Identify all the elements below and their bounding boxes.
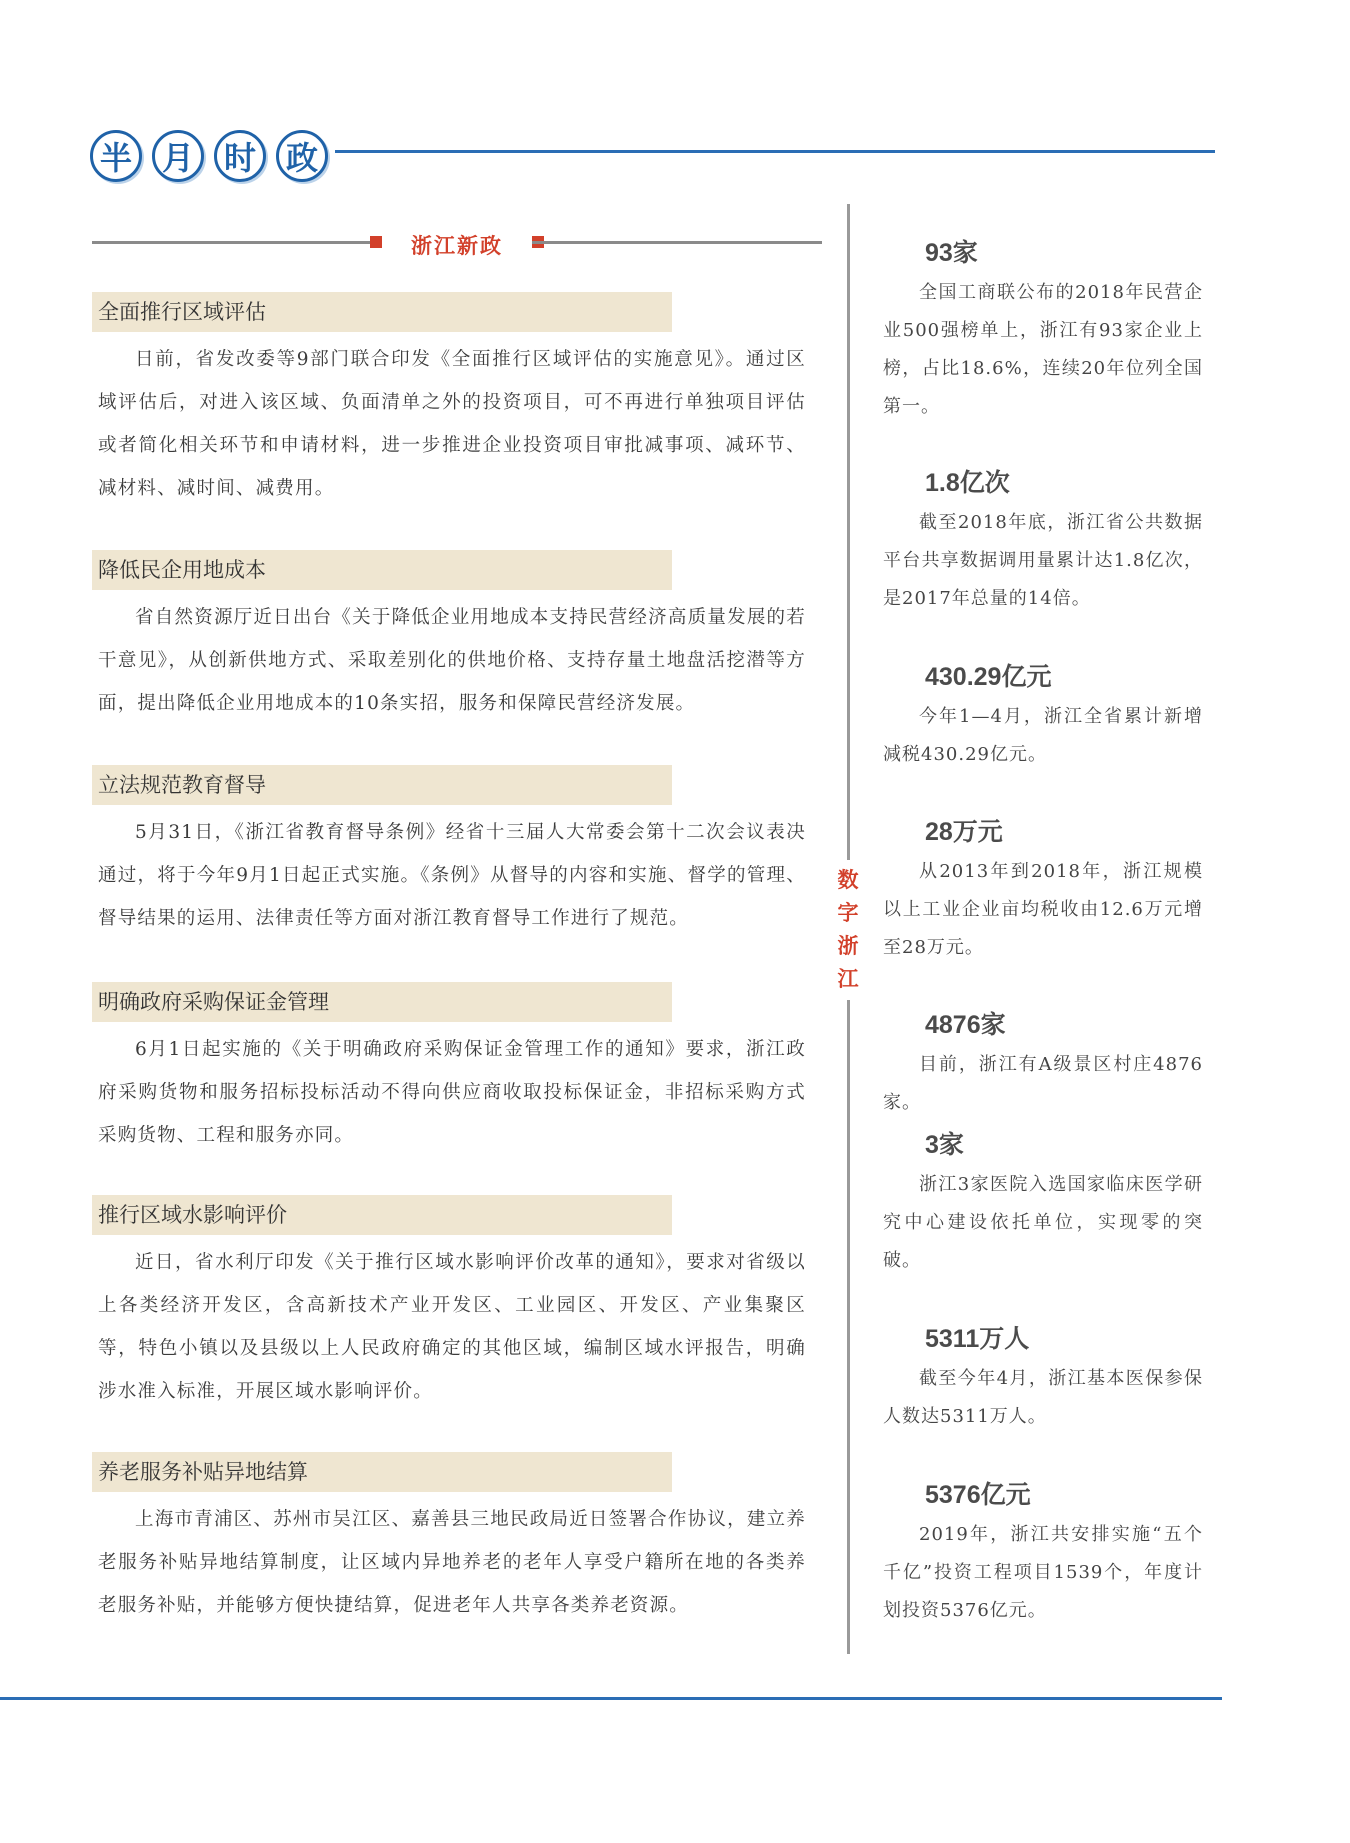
masthead-char: 月 — [152, 130, 204, 182]
stat-item — [883, 1322, 1203, 1436]
stat-item — [883, 660, 1203, 774]
stat-text: 全国工商联公布的2018年民营企业500强榜单上，浙江有93家企业上榜，占比18.6%，连续20年位列全国第一。 — [883, 282, 1203, 417]
masthead-char: 政 — [276, 130, 328, 182]
sidebar-label-char: 江 — [837, 967, 859, 991]
stat-item — [883, 466, 1203, 618]
section-title: 浙江新政 — [411, 234, 503, 258]
stat-figure: 430.29亿元 — [925, 663, 1052, 691]
article-title: 明确政府采购保证金管理 — [92, 982, 672, 1022]
sidebar-label-char: 浙 — [837, 934, 859, 958]
section-rule-right — [532, 241, 822, 244]
stat-text: 截至今年4月，浙江基本医保参保人数达5311万人。 — [883, 1368, 1203, 1427]
masthead — [90, 130, 1215, 186]
stat-text: 截至2018年底，浙江省公共数据平台共享数据调用量累计达1.8亿次，是2017年总量的14倍。 — [883, 512, 1203, 609]
section-header — [92, 230, 822, 258]
sidebar-label — [833, 860, 863, 1000]
stat-text: 浙江3家医院入选国家临床医学研究中心建设依托单位，实现零的突破。 — [883, 1174, 1203, 1271]
article-body: 5月31日，《浙江省教育督导条例》经省十三届人大常委会第十二次会议表决通过，将于今年9月1日起正式实施。《条例》从督导的内容和实施、督学的管理、督导结果的运用、法律责任等方面对浙江教育督导工作进行了规范。 — [98, 822, 806, 929]
stat-figure: 3家 — [925, 1131, 964, 1159]
article-title: 推行区域水影响评价 — [92, 1195, 672, 1235]
stat-item — [883, 815, 1203, 967]
masthead-title — [90, 130, 328, 182]
masthead-rule — [335, 150, 1215, 153]
footer-rule — [0, 1697, 1222, 1700]
article — [92, 982, 812, 1157]
article-body: 上海市青浦区、苏州市吴江区、嘉善县三地民政局近日签署合作协议，建立养老服务补贴异地结算制度，让区域内异地养老的老年人享受户籍所在地的各类养老服务补贴，并能够方便快捷结算，促进老年人共享各类养老资源。 — [98, 1509, 806, 1616]
article — [92, 292, 812, 510]
article — [92, 550, 812, 725]
stat-text: 从2013年到2018年，浙江规模以上工业企业亩均税收由12.6万元增至28万元。 — [883, 861, 1203, 958]
article-title: 全面推行区域评估 — [92, 292, 672, 332]
stat-figure: 28万元 — [925, 818, 1003, 846]
stat-figure: 5376亿元 — [925, 1481, 1031, 1509]
stat-text: 今年1—4月，浙江全省累计新增减税430.29亿元。 — [883, 706, 1203, 765]
article — [92, 765, 812, 940]
masthead-char: 半 — [90, 130, 142, 182]
stat-item — [883, 1128, 1203, 1280]
article-body: 日前，省发改委等9部门联合印发《全面推行区域评估的实施意见》。通过区域评估后，对进入该区域、负面清单之外的投资项目，可不再进行单独项目评估或者简化相关环节和申请材料，进一步推进企业投资项目审批减事项、减环节、减材料、减时间、减费用。 — [98, 349, 806, 499]
stat-text: 2019年，浙江共安排实施“五个千亿”投资工程项目1539个，年度计划投资5376亿元。 — [883, 1524, 1203, 1621]
stat-item — [883, 236, 1203, 426]
stat-text: 目前，浙江有A级景区村庄4876家。 — [883, 1054, 1203, 1113]
article-body: 省自然资源厅近日出台《关于降低企业用地成本支持民营经济高质量发展的若干意见》，从创新供地方式、采取差别化的供地价格、支持存量土地盘活挖潜等方面，提出降低企业用地成本的10条实招，服务和保障民营经济发展。 — [98, 607, 806, 714]
article-body: 近日，省水利厅印发《关于推行区域水影响评价改革的通知》，要求对省级以上各类经济开发区，含高新技术产业开发区、工业园区、开发区、产业集聚区等，特色小镇以及县级以上人民政府确定的其他区域，编制区域水评报告，明确涉水准入标准，开展区域水影响评价。 — [98, 1252, 806, 1402]
article — [92, 1452, 812, 1627]
sidebar-label-char: 字 — [837, 901, 859, 925]
stat-figure: 4876家 — [925, 1011, 1006, 1039]
stat-figure: 93家 — [925, 239, 978, 267]
stat-figure: 5311万人 — [925, 1325, 1030, 1353]
stat-item — [883, 1478, 1203, 1630]
stat-item — [883, 1008, 1203, 1122]
article-title: 降低民企用地成本 — [92, 550, 672, 590]
sidebar-label-char: 数 — [837, 868, 859, 892]
masthead-char: 时 — [214, 130, 266, 182]
article-body: 6月1日起实施的《关于明确政府采购保证金管理工作的通知》要求，浙江政府采购货物和服务招标投标活动不得向供应商收取投标保证金，非招标采购方式采购货物、工程和服务亦同。 — [98, 1039, 806, 1146]
article-title: 立法规范教育督导 — [92, 765, 672, 805]
article-title: 养老服务补贴异地结算 — [92, 1452, 672, 1492]
stat-figure: 1.8亿次 — [925, 469, 1010, 497]
article — [92, 1195, 812, 1413]
